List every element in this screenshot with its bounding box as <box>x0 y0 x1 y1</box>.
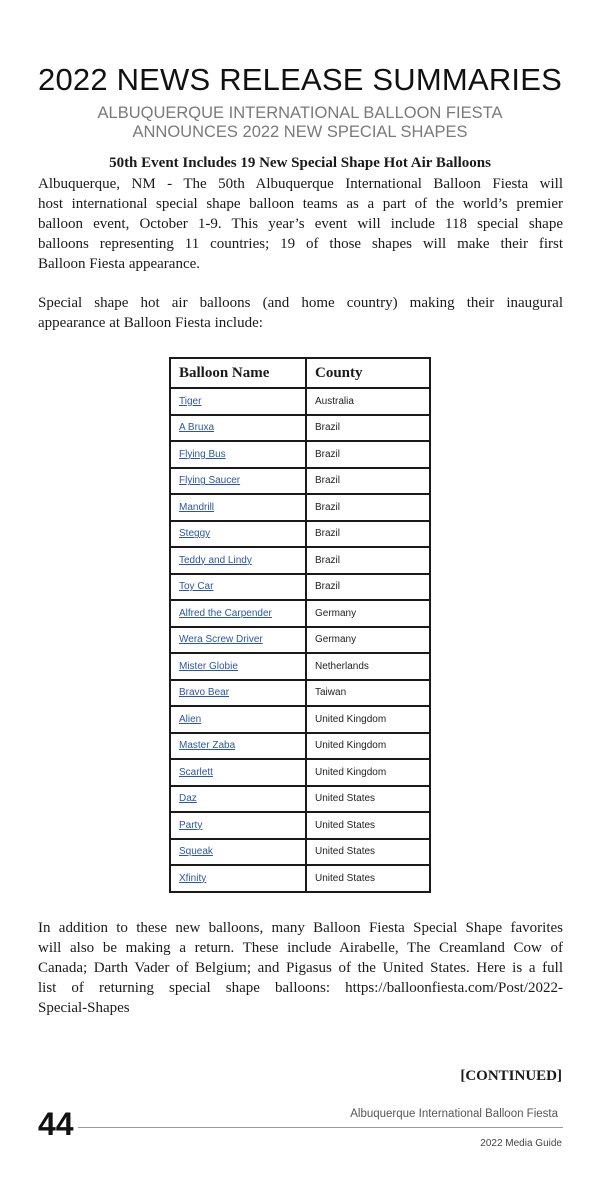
table-row <box>170 786 430 813</box>
balloon-name-link[interactable]: Daz <box>170 786 306 813</box>
balloon-name-link[interactable]: Wera Screw Driver <box>170 627 306 654</box>
table-row <box>170 812 430 839</box>
balloon-name-link[interactable]: Flying Bus <box>170 441 306 468</box>
subtitle-line: ALBUQUERQUE INTERNATIONAL BALLOON FIESTA <box>97 104 503 122</box>
balloon-country: Australia <box>306 388 430 415</box>
table-row <box>170 706 430 733</box>
column-header-county: County <box>306 358 430 388</box>
balloon-name-link[interactable]: Teddy and Lindy <box>170 547 306 574</box>
text-line: Special shape hot air balloons (and home country) making their inaugural <box>38 295 563 311</box>
balloon-country: Brazil <box>306 574 430 601</box>
table-row <box>170 759 430 786</box>
table-row <box>170 839 430 866</box>
table-row <box>170 521 430 548</box>
balloon-name-link[interactable]: Steggy <box>170 521 306 548</box>
table-row <box>170 388 430 415</box>
text-line: appearance at Balloon Fiesta include: <box>38 315 263 331</box>
text-line: balloons representing 11 countries; 19 of those shapes will make their first <box>38 236 563 252</box>
balloon-country: Brazil <box>306 547 430 574</box>
balloon-name-link[interactable]: Tiger <box>170 388 306 415</box>
table-row <box>170 547 430 574</box>
balloon-country: Taiwan <box>306 680 430 707</box>
balloon-country: Brazil <box>306 521 430 548</box>
footer-organization: Albuquerque International Balloon Fiesta <box>350 1108 558 1120</box>
returning-balloons-paragraph <box>38 918 563 1018</box>
balloon-name-link[interactable]: Mandrill <box>170 494 306 521</box>
balloon-country: Netherlands <box>306 653 430 680</box>
balloon-name-link[interactable]: Party <box>170 812 306 839</box>
balloon-country: Germany <box>306 600 430 627</box>
footer-divider <box>78 1127 563 1128</box>
footer-guide-title: 2022 Media Guide <box>480 1138 562 1149</box>
text-line: Special-Shapes <box>38 1000 130 1016</box>
text-line: will also be making a return. These include Airabelle, The Creamland Cow of <box>38 940 563 956</box>
balloon-name-link[interactable]: Mister Globie <box>170 653 306 680</box>
table-row <box>170 627 430 654</box>
balloon-name-link[interactable]: A Bruxa <box>170 415 306 442</box>
balloon-name-link[interactable]: Alien <box>170 706 306 733</box>
table-row <box>170 653 430 680</box>
balloon-country: Brazil <box>306 494 430 521</box>
balloon-country: Germany <box>306 627 430 654</box>
table-row <box>170 494 430 521</box>
balloon-country: United States <box>306 812 430 839</box>
page-title: 2022 NEWS RELEASE SUMMARIES <box>38 62 562 97</box>
text-line: balloon event, October 1-9. This year’s event will include 118 special shape <box>38 216 563 232</box>
balloon-name-link[interactable]: Flying Saucer <box>170 468 306 495</box>
balloon-country: United States <box>306 786 430 813</box>
balloon-country: United States <box>306 865 430 892</box>
balloon-country: Brazil <box>306 441 430 468</box>
balloon-country: Brazil <box>306 415 430 442</box>
text-line: In addition to these new balloons, many Balloon Fiesta Special Shape favorites <box>38 920 563 936</box>
table-row <box>170 415 430 442</box>
balloon-name-link[interactable]: Alfred the Carpender <box>170 600 306 627</box>
intro-paragraph <box>38 174 563 274</box>
new-balloons-table <box>169 357 431 893</box>
balloon-country: United Kingdom <box>306 706 430 733</box>
table-header-row <box>170 358 430 388</box>
text-line: Albuquerque, NM - The 50th Albuquerque International Balloon Fiesta will <box>38 176 563 192</box>
table-row <box>170 733 430 760</box>
table-row <box>170 865 430 892</box>
table-row <box>170 441 430 468</box>
balloon-country: United Kingdom <box>306 733 430 760</box>
balloon-name-link[interactable]: Xfinity <box>170 865 306 892</box>
table-row <box>170 600 430 627</box>
text-line: Balloon Fiesta appearance. <box>38 256 201 272</box>
text-line: list of returning special shape balloons: https://balloonfiesta.com/Post/2022- <box>38 980 563 996</box>
page-subtitle <box>0 104 600 142</box>
text-line: Canada; Darth Vader of Belgium; and Pigasus of the United States. Here is a full <box>38 960 563 976</box>
balloon-name-link[interactable]: Squeak <box>170 839 306 866</box>
subtitle-line: ANNOUNCES 2022 NEW SPECIAL SHAPES <box>132 123 468 141</box>
table-intro-paragraph <box>38 293 563 333</box>
balloon-name-link[interactable]: Scarlett <box>170 759 306 786</box>
balloon-country: Brazil <box>306 468 430 495</box>
table-row <box>170 468 430 495</box>
continued-label: [CONTINUED] <box>460 1068 562 1084</box>
balloon-country: United Kingdom <box>306 759 430 786</box>
page-number: 44 <box>38 1106 74 1142</box>
table-row <box>170 680 430 707</box>
column-header-balloon-name: Balloon Name <box>170 358 306 388</box>
text-line: host international special shape balloon teams as a part of the world’s premier <box>38 196 563 212</box>
balloon-name-link[interactable]: Master Zaba <box>170 733 306 760</box>
table-row <box>170 574 430 601</box>
release-subhead: 50th Event Includes 19 New Special Shape Hot Air Balloons <box>109 155 491 171</box>
balloon-name-link[interactable]: Bravo Bear <box>170 680 306 707</box>
balloon-country: United States <box>306 839 430 866</box>
balloon-name-link[interactable]: Toy Car <box>170 574 306 601</box>
